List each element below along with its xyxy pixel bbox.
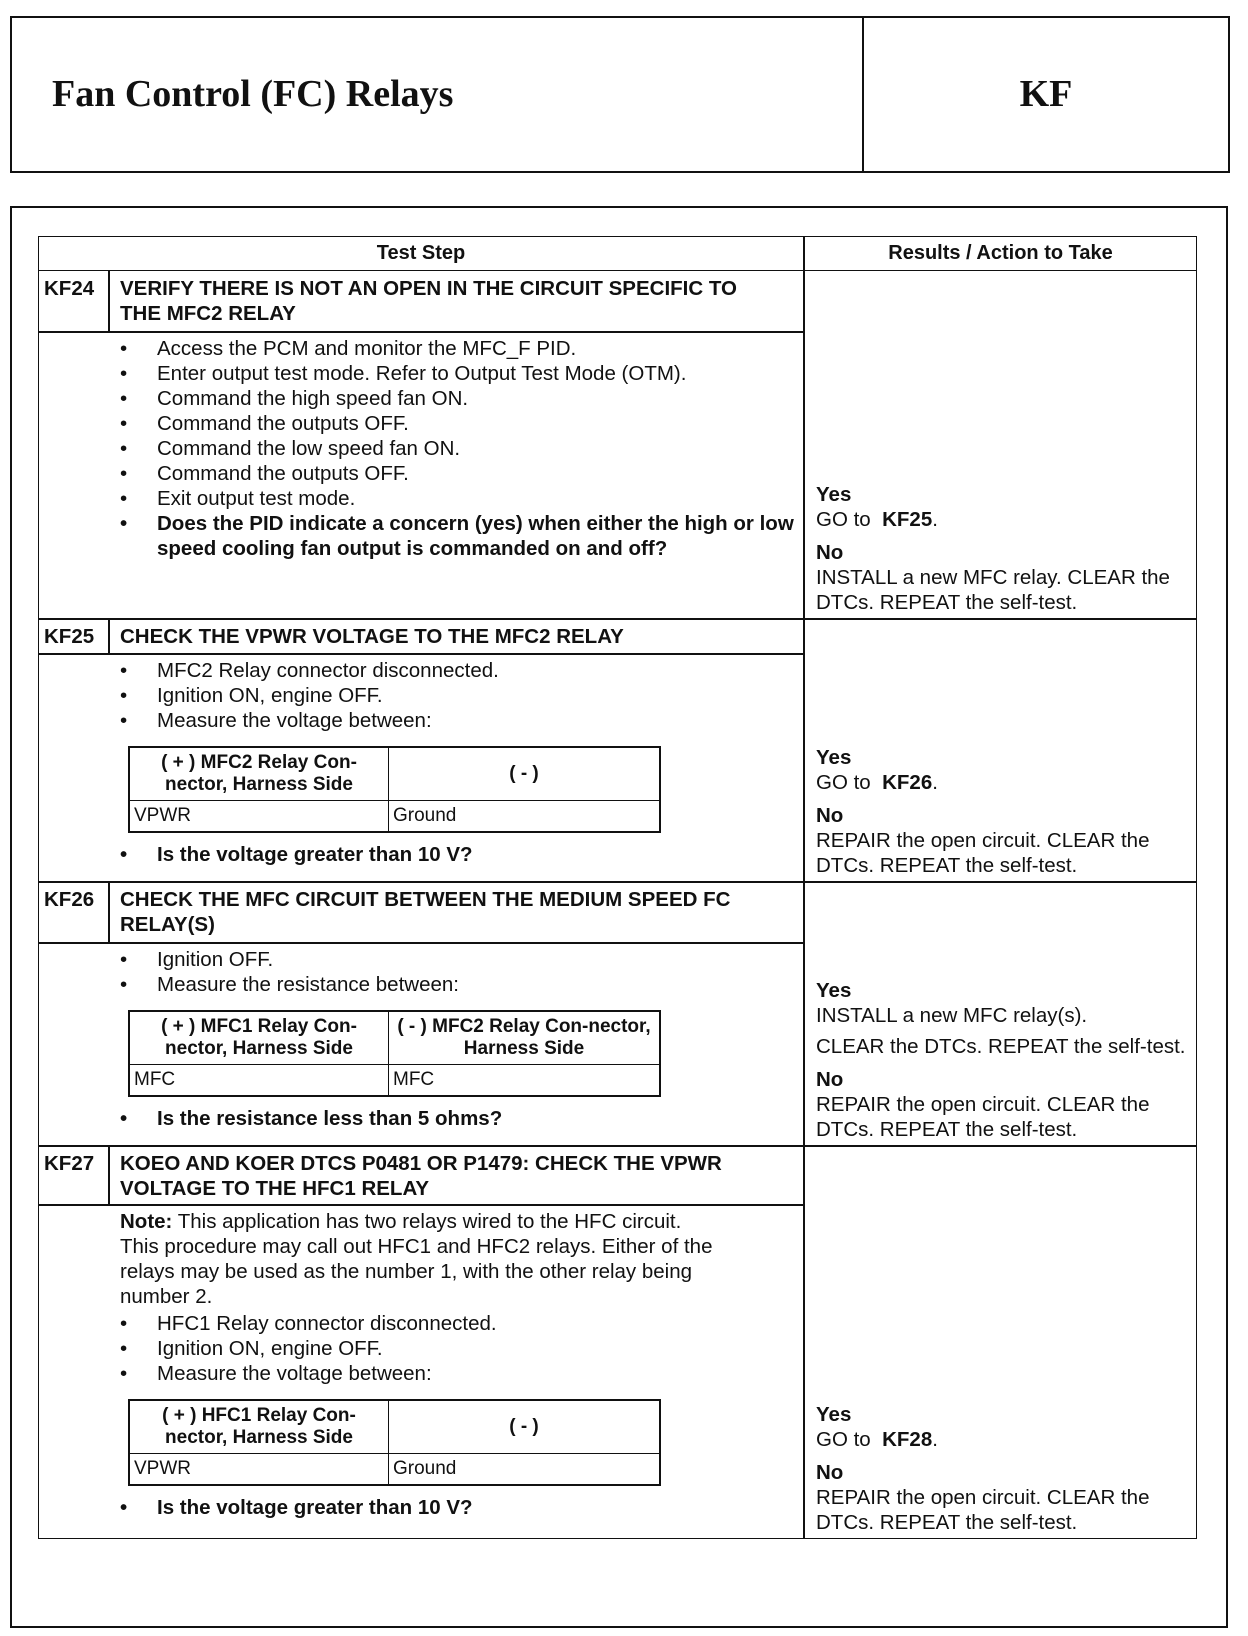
bullet-item [38,708,803,733]
section-code: KF [1019,73,1073,115]
bullet-item [38,361,803,386]
measurement-header: ( - ) [389,1401,660,1454]
bullet-text: Command the low speed fan ON. [157,437,461,460]
bullet-text: MFC2 Relay connector disconnected. [157,659,499,682]
step-id: KF26 [44,888,95,911]
bullet-icon: • [120,412,128,435]
no-label: No [816,541,844,564]
bullet-item [38,486,803,511]
no-label: No [816,804,844,827]
question-text: Is the resistance less than 5 ohms? [157,1107,503,1130]
yes-text: GO to [816,508,871,531]
bullet-text: Ignition ON, engine OFF. [157,1337,383,1360]
bullet-text: Command the outputs OFF. [157,462,409,485]
results-cell [816,619,1188,878]
measurement-cell: Ground [389,1454,660,1485]
bullet-item [38,461,803,486]
step-body [38,336,803,561]
bullet-item [38,411,803,436]
step-title: CHECK THE VPWR VOLTAGE TO THE MFC2 RELAY [120,625,624,648]
bullet-icon: • [120,512,128,535]
bullet-item [38,1311,803,1336]
bullet-item [38,683,803,708]
bullet-icon: • [120,1312,128,1335]
step-title: KOEO AND KOER DTCS P0481 OR P1479: CHECK THE VPWR VOLTAGE TO THE HFC1 RELAY [120,1152,722,1200]
question-item [38,1106,803,1131]
measurement-header-row [130,1012,660,1065]
measurement-header-row [130,1401,660,1454]
step-title: CHECK THE MFC CIRCUIT BETWEEN THE MEDIUM SPEED FC RELAY(S) [120,888,731,936]
column-header-test-step: Test Step [38,236,804,271]
bullet-icon: • [120,948,128,971]
results-cell [816,882,1188,1142]
bullet-item [38,1361,803,1386]
yes-text: INSTALL a new MFC relay(s). [816,1004,1088,1027]
bullet-icon: • [120,1337,128,1360]
no-label: No [816,1461,844,1484]
yes-action: GO to KF28. [816,1428,938,1451]
bullet-item [38,336,803,361]
step-title-divider [38,942,804,944]
step-id-divider [108,882,110,942]
measurement-header-row [130,748,660,801]
measurement-header: ( + ) MFC1 Relay Con-nector, Harness Side [130,1012,389,1065]
bullet-item [38,947,803,972]
bullet-icon: • [120,1496,128,1519]
test-step-kf25 [38,619,1197,882]
bullet-icon: • [120,462,128,485]
step-id: KF24 [44,277,95,300]
goto-step-link[interactable]: KF26 [882,771,933,794]
bullet-text: HFC1 Relay connector disconnected. [157,1312,497,1335]
no-label: No [816,1068,844,1091]
bullet-item [38,511,803,561]
bullet-text: Command the high speed fan ON. [157,387,469,410]
measurement-row [130,1454,660,1485]
bullet-icon: • [120,1107,128,1130]
no-action: INSTALL a new MFC relay. CLEAR the DTCs. REPEAT the self-test. [816,566,1170,614]
yes-label: Yes [816,483,852,506]
bullet-text: Access the PCM and monitor the MFC_F PID. [157,337,577,360]
note-body: This application has two relays wired to the HFC circuit. This procedure may call out HFC1 and HFC2 relays. Either of the relays may be used as the number 1, with the other relay being number 2. [120,1210,713,1308]
step-body [38,947,803,1131]
bullet-text: Measure the resistance between: [157,973,459,996]
bullet-text: Does the PID indicate a concern (yes) when either the high or low speed cooling fan output is commanded on and off? [157,512,794,560]
test-step-kf27 [38,1146,1197,1539]
step-title-divider [38,1204,804,1206]
question-item [38,1495,803,1520]
bullet-icon: • [120,973,128,996]
page-header [10,16,1230,173]
yes-label: Yes [816,979,852,1002]
bullet-icon: • [120,684,128,707]
test-step-kf24 [38,271,1197,619]
measurement-cell: VPWR [130,1454,389,1485]
bullet-icon: • [120,1362,128,1385]
measurement-row [130,1065,660,1096]
bullet-text: Ignition ON, engine OFF. [157,684,383,707]
measurement-cell: Ground [389,801,660,832]
bullet-text: Command the outputs OFF. [157,412,409,435]
column-header-results: Results / Action to Take [804,236,1197,271]
bullet-item [38,436,803,461]
bullet-icon: • [120,843,128,866]
goto-step-link[interactable]: KF28 [882,1428,933,1451]
yes-label: Yes [816,1403,852,1426]
step-id-divider [108,1146,110,1204]
step-title-divider [38,331,804,333]
yes-action: GO to KF25. [816,508,938,531]
question-text: Is the voltage greater than 10 V? [157,1496,473,1519]
step-id: KF27 [44,1152,95,1175]
bullet-icon: • [120,659,128,682]
bullet-icon: • [120,709,128,732]
yes-action: GO to KF26. [816,771,938,794]
no-action: REPAIR the open circuit. CLEAR the DTCs. REPEAT the self-test. [816,1093,1150,1141]
bullet-text: Measure the voltage between: [157,709,432,732]
bullet-icon: • [120,387,128,410]
measurement-row [130,801,660,832]
step-id: KF25 [44,625,95,648]
step-title-divider [38,653,804,655]
no-action: REPAIR the open circuit. CLEAR the DTCs. REPEAT the self-test. [816,1486,1150,1534]
no-action: REPAIR the open circuit. CLEAR the DTCs. REPEAT the self-test. [816,829,1150,877]
bullet-item [38,658,803,683]
measurement-table [129,1400,660,1485]
bullet-item [38,1336,803,1361]
question-text: Is the voltage greater than 10 V? [157,843,473,866]
bullet-text: Measure the voltage between: [157,1362,432,1385]
measurement-table [129,747,660,832]
note-text [38,1209,720,1309]
measurement-header: ( + ) HFC1 Relay Con-nector, Harness Side [130,1401,389,1454]
page-title: Fan Control (FC) Relays [52,73,454,115]
results-cell [816,271,1188,615]
yes-label: Yes [816,746,852,769]
bullet-icon: • [120,362,128,385]
step-id-divider [108,619,110,653]
measurement-cell: VPWR [130,801,389,832]
step-body [38,658,803,867]
bullet-text: Ignition OFF. [157,948,274,971]
bullet-text: Enter output test mode. Refer to Output Test Mode (OTM). [157,362,687,385]
note-label: Note: [120,1210,173,1233]
yes-action-2: CLEAR the DTCs. REPEAT the self-test. [816,1035,1186,1058]
bullet-icon: • [120,437,128,460]
bullet-icon: • [120,337,128,360]
results-cell [816,1146,1188,1535]
goto-step-link[interactable]: KF25 [882,508,933,531]
test-step-kf26 [38,882,1197,1146]
bullet-item [38,386,803,411]
step-id-divider [108,271,110,331]
step-title: VERIFY THERE IS NOT AN OPEN IN THE CIRCUIT SPECIFIC TO THE MFC2 RELAY [120,277,737,325]
bullet-icon: • [120,487,128,510]
measurement-table [129,1011,660,1096]
measurement-header: ( + ) MFC2 Relay Con-nector, Harness Side [130,748,389,801]
yes-text: GO to [816,771,871,794]
question-item [38,842,803,867]
measurement-cell: MFC [130,1065,389,1096]
measurement-cell: MFC [389,1065,660,1096]
yes-action [816,1003,1188,1028]
measurement-header: ( - ) MFC2 Relay Con-nector, Harness Side [389,1012,660,1065]
yes-text: GO to [816,1428,871,1451]
measurement-header: ( - ) [389,748,660,801]
bullet-text: Exit output test mode. [157,487,356,510]
step-body [38,1209,803,1520]
bullet-item [38,972,803,997]
